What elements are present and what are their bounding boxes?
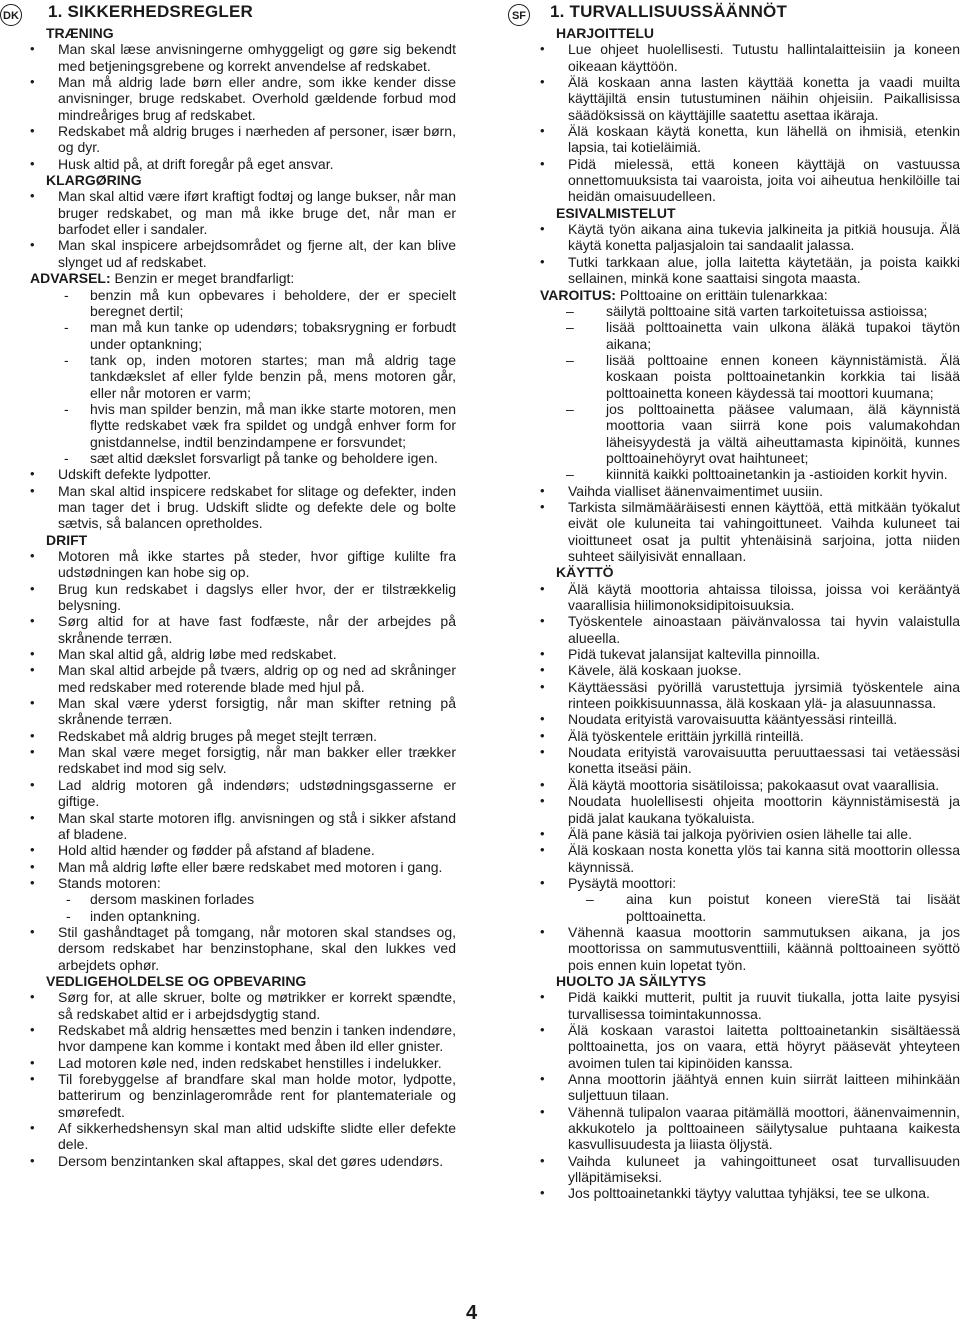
list-item: – säilytä polttoaine sitä varten tarkoitetuissa astioissa;: [606, 303, 960, 319]
operation-list-after: [540, 924, 960, 973]
list-item: • Käyttäessäsi pyörillä varustettuja jyrsimiä työskentele aina rinteen poikkisuunnassa, älä koskaan ylä- ja alasuunnassa.: [540, 679, 960, 712]
list-item: - tank op, inden motoren startes; man må aldrig tage tankdækslet af eller fylde benzin på, mens motoren går, eller når motoren er varm;: [90, 352, 456, 401]
list-item: • Redskabet må aldrig hensættes med benzin i tanken indendøre, hvor dampene kan komme i kontakt med åben ild eller gnister.: [30, 1022, 456, 1055]
list-item: • Älä koskaan käytä konetta, kun lähellä on ihmisiä, etenkin lapsia, tai kotieläimiä.: [540, 123, 960, 156]
list-item: • Älä työskentele erittäin jyrkillä rinteillä.: [540, 728, 960, 744]
list-item: – jos polttoainetta pääsee valumaan, älä käynnistä moottoria vaan siirrä kone pois valumakohdan läheisyydestä ja vältä aiheuttamasta kipinöitä, kunnes polttoainehöyryt ovat haihtuneet;: [606, 401, 960, 466]
list-item: • Älä koskaan anna lasten käyttää konetta ja vaadi muilta käyttäjiltä ensin tutustuminen näihin ohjeisiin. Paikallisissa säädöksissä on käyttäjille saatettu asettaa ikäraja.: [540, 74, 960, 123]
list-item: • Lad aldrig motoren gå indendørs; udstødningsgasserne er giftige.: [30, 777, 456, 810]
section-title: 1. SIKKERHEDSREGLER: [48, 2, 254, 21]
list-item: - benzin må kun opbevares i beholdere, der er specielt beregnet dertil;: [90, 287, 456, 320]
language-badge-sf: SF: [508, 4, 530, 26]
heading-operation: KÄYTTÖ: [556, 564, 614, 581]
list-item: • Pidä mielessä, että koneen käyttäjä on vastuussa onnettomuuksista tai vaaroista, joita voi aiheutua henkilöille tai heidän omaisuudelleen.: [540, 156, 960, 205]
list-item: – aina kun poistut koneen viereStä tai lisäät polttoainetta.: [626, 891, 960, 924]
list-item: • Tarkista silmämääräisesti ennen käyttöä, että mitkään työkalut eivät ole kuluneita tai vahingoittuneet. Vaihda kuluneet tai vioittuneet osat ja pultit yhtenäisinä sarjoina, jotta niiden suhteet säilyisivät ennallaan.: [540, 499, 960, 564]
list-item: • Stil gashåndtaget på tomgang, når motoren skal standses og, dersom redskabet har benzinstophane, skal den lukkes ved arbejdets ophør.: [30, 924, 456, 973]
list-item: • Af sikkerhedshensyn skal man altid udskifte slidte eller defekte dele.: [30, 1120, 456, 1153]
list-item: [540, 875, 960, 924]
list-item: [30, 875, 456, 924]
warning-paragraph: [30, 270, 456, 286]
heading-operation: DRIFT: [46, 531, 88, 548]
operation-list-after: [30, 924, 456, 973]
list-item: – lisää polttoainetta vain ulkona äläkä tupakoi täytön aikana;: [606, 319, 960, 352]
stop-engine-list: [30, 875, 456, 924]
warning-label: VAROITUS:: [540, 286, 616, 303]
list-item: • Käytä työn aikana aina tukevia jalkineita ja pitkiä housuja. Älä käytä konetta paljasjaloin tai sandaalit jalassa.: [540, 221, 960, 254]
list-item: • Älä käytä moottoria ahtaissa tiloissa, joissa voi kerääntyä vaarallisia hiilimonoksidipitoisuuksia.: [540, 581, 960, 614]
list-item: • Man skal altid arbejde på tværs, aldrig op og ned ad skråninger med redskaber med roterende blade med hjul på.: [30, 662, 456, 695]
list-item: - dersom maskinen forlades: [90, 891, 456, 907]
training-list: [540, 41, 960, 204]
list-item: • Älä käytä moottoria sisätiloissa; pakokaasut ovat vaarallisia.: [540, 777, 960, 793]
stop-engine-list: [540, 875, 960, 924]
list-item: • Älä pane käsiä tai jalkoja pyörivien osien lähelle tai alle.: [540, 826, 960, 842]
list-item: • Hold altid hænder og fødder på afstand af bladene.: [30, 842, 456, 858]
equipment-list: [540, 221, 960, 286]
list-item: • Til forebyggelse af brandfare skal man holde motor, lydpotte, batterirum og benzinlagerområde rent for plantemateriale og smørefedt.: [30, 1071, 456, 1120]
list-item: • Noudata erityistä varovaisuutta peruuttaessasi tai vetäessäsi konetta itseäsi päin.: [540, 744, 960, 777]
list-item: • Husk altid på, at drift foregår på eget ansvar.: [30, 156, 456, 172]
warning-list: [540, 303, 960, 483]
list-item: • Noudata erityistä varovaisuutta kääntyessäsi rinteillä.: [540, 711, 960, 727]
preparation-list: [30, 188, 456, 270]
list-item: - sæt altid dækslet forsvarligt på tanke og beholdere igen.: [90, 450, 456, 466]
list-item: • Vaihda kuluneet ja vahingoittuneet osat turvallisuuden ylläpitämiseksi.: [540, 1153, 960, 1186]
stop-engine-sublist: [58, 891, 456, 924]
heading-maintenance: VEDLIGEHOLDELSE OG OPBEVARING: [46, 972, 307, 989]
training-list: [30, 41, 456, 172]
list-item: • Lue ohjeet huolellisesti. Tutustu hallintalaitteisiin ja koneen oikeaan käyttöön.: [540, 41, 960, 74]
list-item: - inden optankning.: [90, 908, 456, 924]
equipment-list-after: [540, 483, 960, 565]
list-item: • Työskentele ainoastaan päivänvalossa tai hyvin valaistulla alueella.: [540, 613, 960, 646]
list-item: • Sørg altid for at have fast fodfæste, når der arbejdes på skrånende terræn.: [30, 613, 456, 646]
stop-engine-label: Pysäytä moottori:: [568, 874, 677, 891]
danish-content: [30, 25, 456, 1169]
list-item: • Anna moottorin jäähtyä ennen kuin siirrät laitteen mihinkään suljettuun tilaan.: [540, 1071, 960, 1104]
list-item: • Lad motoren køle ned, inden redskabet henstilles i indelukker.: [30, 1055, 456, 1071]
list-item: • Vähennä tulipalon vaaraa pitämällä moottori, äänenvaimennin, akkukotelo ja polttoaineen säilytysalue puhtaana kaikesta kasvullisuudesta ja liiasta öljystä.: [540, 1104, 960, 1153]
list-item: • Älä koskaan varastoi laitetta polttoainetankin sisältäessä polttoainetta, jos on vaara, että höyryt pääsevät yhteyteen avoimen tulen tai kipinöiden kanssa.: [540, 1022, 960, 1071]
operation-list: [30, 548, 456, 875]
maintenance-list: [30, 989, 456, 1169]
list-item: • Man må aldrig lade børn eller andre, som ikke kender disse anvisninger, bruge redskabet. Overhold gældende forbud mod mindreåriges brug af redskabet.: [30, 74, 456, 123]
list-item: • Redskabet må aldrig bruges på meget stejlt terræn.: [30, 728, 456, 744]
stop-engine-label: Stands motoren:: [58, 874, 161, 891]
section-title: 1. TURVALLISUUSSÄÄNNÖT: [550, 2, 788, 21]
page-number: 4: [466, 1302, 478, 1324]
warning-label: ADVARSEL:: [30, 270, 111, 287]
list-item: • Dersom benzintanken skal aftappes, skal det gøres udendørs.: [30, 1153, 456, 1169]
list-item: • Man skal altid være iført kraftigt fodtøj og lange bukser, når man bruger redskabet, og man må ikke bruge det, når man er barfodet eller i sandaler.: [30, 188, 456, 237]
finnish-content: [540, 25, 960, 1202]
list-item: • Man skal altid gå, aldrig løbe med redskabet.: [30, 646, 456, 662]
list-item: - man må kun tanke op udendørs; tobaksrygning er forbudt under optankning;: [90, 319, 456, 352]
heading-maintenance: HUOLTO JA SÄILYTYS: [556, 972, 707, 989]
list-item: • Vähennä kaasua moottorin sammutuksen aikana, ja jos moottorissa on sammutusventtiili, käännä polttoaineen syöttö pois ennen kuin lopetat työn.: [540, 924, 960, 973]
list-item: • Pidä kaikki mutterit, pultit ja ruuvit tiukalla, jotta laite pysyisi turvallisessa toimintakunnossa.: [540, 989, 960, 1022]
list-item: • Jos polttoainetankki täytyy valuttaa tyhjäksi, tee se ulkona.: [540, 1185, 960, 1201]
list-item: • Man skal starte motoren iflg. anvisningen og stå i sikker afstand af bladene.: [30, 810, 456, 843]
list-item: • Brug kun redskabet i dagslys eller hvor, der er tilstrækkelig belysning.: [30, 581, 456, 614]
list-item: • Tutki tarkkaan alue, jolla laitetta käytetään, ja poista kaikki sellainen, minkä kone saattaisi singota maasta.: [540, 254, 960, 287]
heading-equipment: ESIVALMISTELUT: [556, 204, 676, 221]
warning-list: [30, 287, 456, 467]
list-item: • Redskabet må aldrig bruges i nærheden af personer, især børn, og dyr.: [30, 123, 456, 156]
list-item: • Motoren må ikke startes på steder, hvor giftige kulilte fra udstødningen kan hobe sig op.: [30, 548, 456, 581]
list-item: • Man skal læse anvisningerne omhyggeligt og gøre sig bekendt med betjeningsgrebene og korrekt anvendelse af redskabet.: [30, 41, 456, 74]
heading-training: TRÆNING: [46, 25, 114, 41]
list-item: • Vaihda vialliset äänenvaimentimet uusiin.: [540, 483, 960, 499]
list-item: • Pidä tukevat jalansijat kaltevilla pinnoilla.: [540, 646, 960, 662]
warning-text: Polttoaine on erittäin tulenarkkaa:: [619, 286, 828, 303]
list-item: – lisää polttoaine ennen koneen käynnistämistä. Älä koskaan poista polttoainetankin korkkia tai lisää polttoainetta koneen käydessä tai moottori kuumana;: [606, 352, 960, 401]
list-item: • Kävele, älä koskaan juokse.: [540, 662, 960, 678]
list-item: • Sørg for, at alle skruer, bolte og møtrikker er korrekt spændte, så redskabet altid er i arbejdsdygtig stand.: [30, 989, 456, 1022]
stop-engine-sublist: [568, 891, 960, 924]
list-item: • Man må aldrig løfte eller bære redskabet med motoren i gang.: [30, 859, 456, 875]
list-item: • Man skal altid inspicere redskabet for slitage og defekter, inden man tager det i brug. Udskift slidte og defekte dele og bolte sætvis, så balancen opretholdes.: [30, 483, 456, 532]
operation-list: [540, 581, 960, 875]
warning-paragraph: [540, 287, 960, 303]
list-item: – kiinnitä kaikki polttoainetankin ja -astioiden korkit hyvin.: [606, 466, 960, 482]
list-item: • Man skal være yderst forsigtig, når man skifter retning på skrånende terræn.: [30, 695, 456, 728]
list-item: • Noudata huolellisesti ohjeita moottorin käynnistämisestä ja pidä jalat kaukana työkaluista.: [540, 793, 960, 826]
list-item: • Man skal inspicere arbejdsområdet og fjerne alt, der kan blive slynget ud af redskabet.: [30, 237, 456, 270]
maintenance-list: [540, 989, 960, 1201]
list-item: • Älä koskaan nosta konetta ylös tai kanna sitä moottorin ollessa käynnissä.: [540, 842, 960, 875]
preparation-list-after: [30, 466, 456, 531]
list-item: • Udskift defekte lydpotter.: [30, 466, 456, 482]
list-item: - hvis man spilder benzin, må man ikke starte motoren, men flytte redskabet væk fra spildet og undgå enhver form for gnistdannelse, indtil benzindampene er forsvundet;: [90, 401, 456, 450]
list-item: • Man skal være meget forsigtig, når man bakker eller trækker redskabet ind mod sig selv.: [30, 744, 456, 777]
warning-text: Benzin er meget brandfarligt:: [114, 270, 295, 287]
heading-training: HARJOITTELU: [556, 25, 654, 41]
heading-preparation: KLARGØRING: [46, 172, 142, 189]
language-badge-dk: DK: [0, 4, 22, 26]
